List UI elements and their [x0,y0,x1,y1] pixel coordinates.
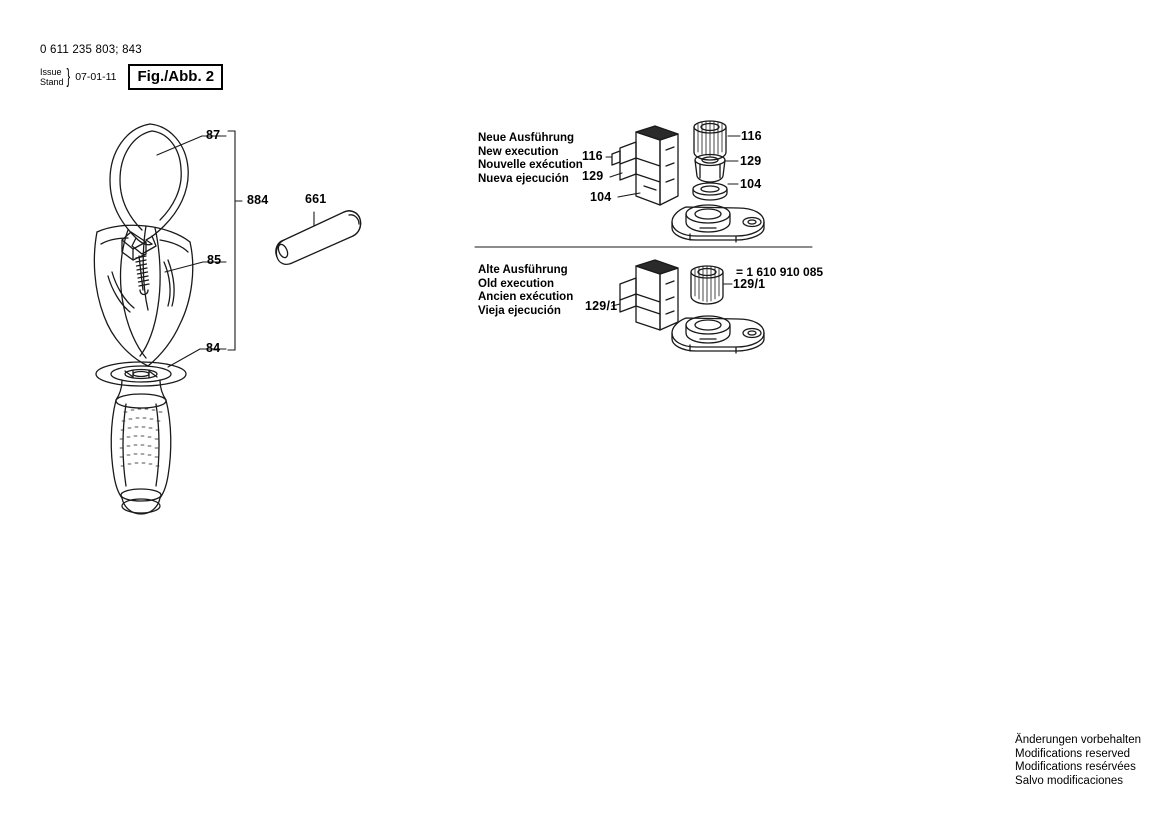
new-execution-title-es: Nueva ejecución [478,172,569,185]
part-661-grease-tube [276,211,361,265]
callout-884: 884 [247,193,269,207]
footer-line-en: Modifications reserved [1015,747,1131,760]
new-callout-left-129: 129 [582,169,604,183]
callout-85: 85 [207,253,222,267]
part-85-handle-collar [94,225,192,366]
old-execution-title-fr: Ancien exécution [478,291,574,304]
new-clamp-bracket [612,126,678,205]
new-callout-right-129: 129 [740,154,762,168]
new-callout-right-116: 116 [741,129,762,143]
callout-84: 84 [206,341,221,355]
issue-label: Issue [40,67,62,77]
footer-line-es: Salvo modificaciones [1015,774,1124,787]
old-execution-title-de: Alte Ausführung [478,264,568,276]
new-base-flange [672,205,764,242]
new-callout-left-116: 116 [582,149,603,163]
new-execution-title-en: New execution [478,145,559,158]
new-part-104-washer [693,183,727,200]
old-execution-titles [478,264,573,318]
brace-glyph: } [66,66,70,88]
issue-date: 07-01-11 [75,71,117,83]
old-callout-left-129-1: 129/1 [585,299,618,313]
new-execution-title-de: Neue Ausführung [478,132,575,144]
footer-line-fr: Modifications resérvées [1015,761,1136,773]
old-execution-reference: = 1 610 910 085 [736,265,824,279]
callout-661: 661 [305,192,327,206]
document-number: 0 611 235 803; 843 [40,44,142,56]
figure-badge: Fig./Abb. 2 [128,64,223,90]
old-execution-title-en: Old execution [478,277,555,290]
old-base-flange [672,316,764,353]
old-clamp-bracket [620,260,678,330]
new-callout-left-104: 104 [590,190,612,204]
stand-label: Stand [40,77,64,87]
legal-footer [1015,734,1141,788]
callout-87: 87 [206,128,221,142]
old-part-129-1-bushing [691,266,723,304]
new-callout-right-104: 104 [740,177,762,191]
new-execution-title-fr: Nouvelle exécution [478,159,583,172]
new-execution-titles [478,132,583,186]
part-84-side-handle [96,362,186,514]
footer-line-de: Änderungen vorbehalten [1015,734,1141,746]
old-execution-title-es: Vieja ejecución [478,304,561,317]
old-callout-right-129-1: 129/1 [733,277,766,291]
